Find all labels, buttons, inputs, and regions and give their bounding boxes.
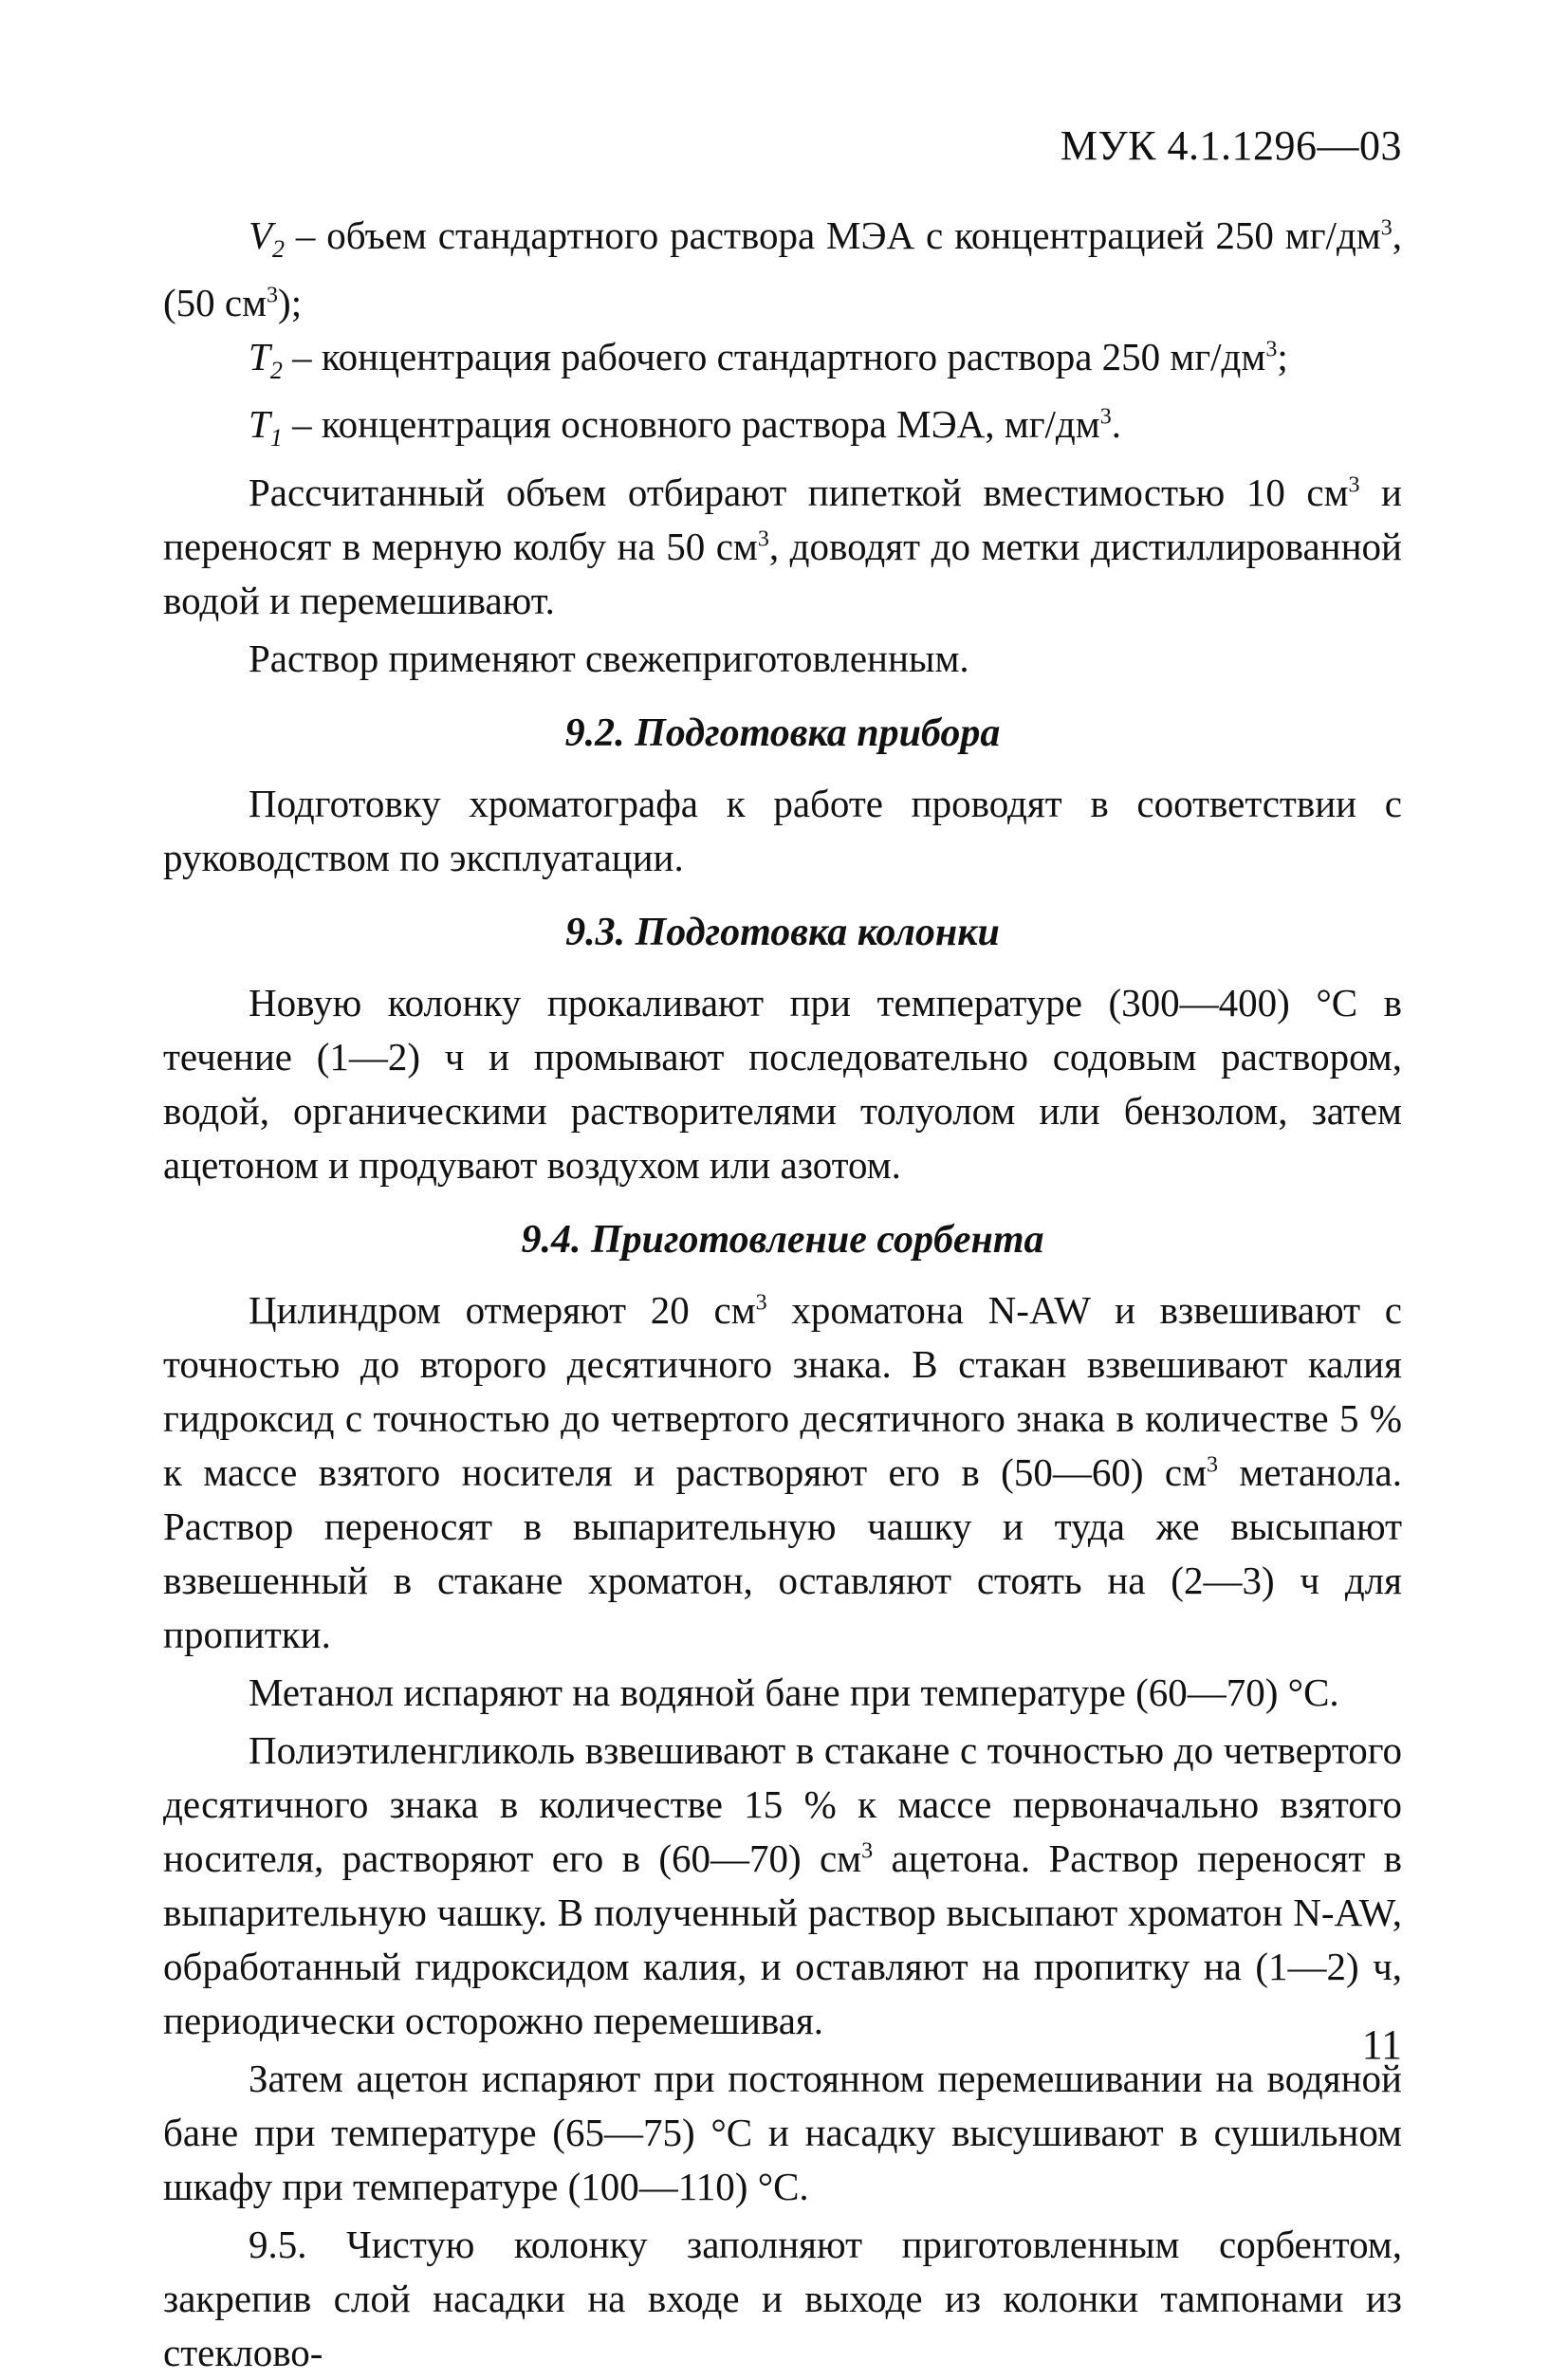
section-heading-9-2: 9.2. Подготовка прибора — [564, 710, 1001, 755]
paragraph-9-3: Новую колонку прокаливают при температуре (300—400) °С в течение (1—2) ч и промывают последовательно содовым раствором, водой, органическими растворителями толуолом или бензолом, затем ацетоном и продувают воздухом или азотом. — [163, 980, 1402, 1187]
paragraph-9-4-2: Метанол испаряют на водяной бане при температуре (60—70) °С. — [249, 1670, 1339, 1714]
document-code-header: МУК 4.1.1296—03 — [1060, 122, 1402, 169]
symbol-v2: $V_2$ — [249, 213, 286, 264]
paragraph-9-4-1: Цилиндром отмеряют 20 $см^3$ хроматона N-AW и взвешивают с точностью до второго десятичного знака. В стакан взвешивают калия гидроксид с точностью до четвертого десятичного знака в количестве 5 % к массе взятого носителя и растворяют его в (50—60) $см^3$ метанола. Раствор переносят в выпарительную чашку и туда же высыпают взвешенный в стакане хроматон, оставляют стоять на (2—3) ч для пропитки. — [163, 1287, 1402, 1656]
paragraph-volume: Рассчитанный объем отбирают пипеткой вместимостью 10 $см^3$ и переносят в мерную колбу на 50 $см^3$, доводят до метки дистиллированной водой и перемешивают. — [163, 470, 1402, 622]
paragraph-fresh-solution: Раствор применяют свежеприготовленным. — [249, 636, 969, 680]
page-body — [163, 209, 1402, 2380]
paragraph-9-2: Подготовку хроматографа к работе проводят в соответствии с руководством по эксплуатации. — [163, 781, 1402, 879]
section-heading-9-3: 9.3. Подготовка колонки — [565, 910, 1000, 954]
paragraph-9-4-3: Полиэтиленгликоль взвешивают в стакане с точностью до четвертого десятичного знака в количестве 15 % к массе первоначально взятого носителя, растворяют его в (60—70) $см^3$ ацетона. Раствор переносят в выпарительную чашку. В полученный раствор высыпают хроматон N-AW, обработанный гидроксидом калия, и оставляют на пропитку на (1—2) ч, периодически осторожно перемешивая. — [163, 1727, 1402, 2042]
definition-t1: $T_1$ – концентрация основного раствора МЭА, $мг/дм^3$. — [249, 402, 1121, 452]
definition-t2: $T_2$ – концентрация рабочего стандартного раствора 250 $мг/дм^3$; — [249, 335, 1288, 385]
paragraph-9-5: 9.5. Чистую колонку заполняют приготовленным сорбентом, закрепив слой насадки на входе и выходе из колонки тампонами из стеклово- — [163, 2222, 1402, 2374]
symbol-t1: $T_1$ — [249, 402, 283, 452]
section-heading-9-4: 9.4. Приготовление сорбента — [521, 1217, 1044, 1262]
definition-v2: $V_2$ – объем стандартного раствора МЭА с концентрацией 250 $мг/дм^3$, (50 $см^3$); — [163, 213, 1402, 325]
paragraph-9-4-4: Затем ацетон испаряют при постоянном перемешивании на водяной бане при температуре (65—75) °С и насадку высушивают в сушильном шкафу при температуре (100—110) °С. — [163, 2056, 1402, 2208]
symbol-t2: $T_2$ — [249, 335, 283, 385]
page-number: 11 — [1361, 2021, 1402, 2068]
